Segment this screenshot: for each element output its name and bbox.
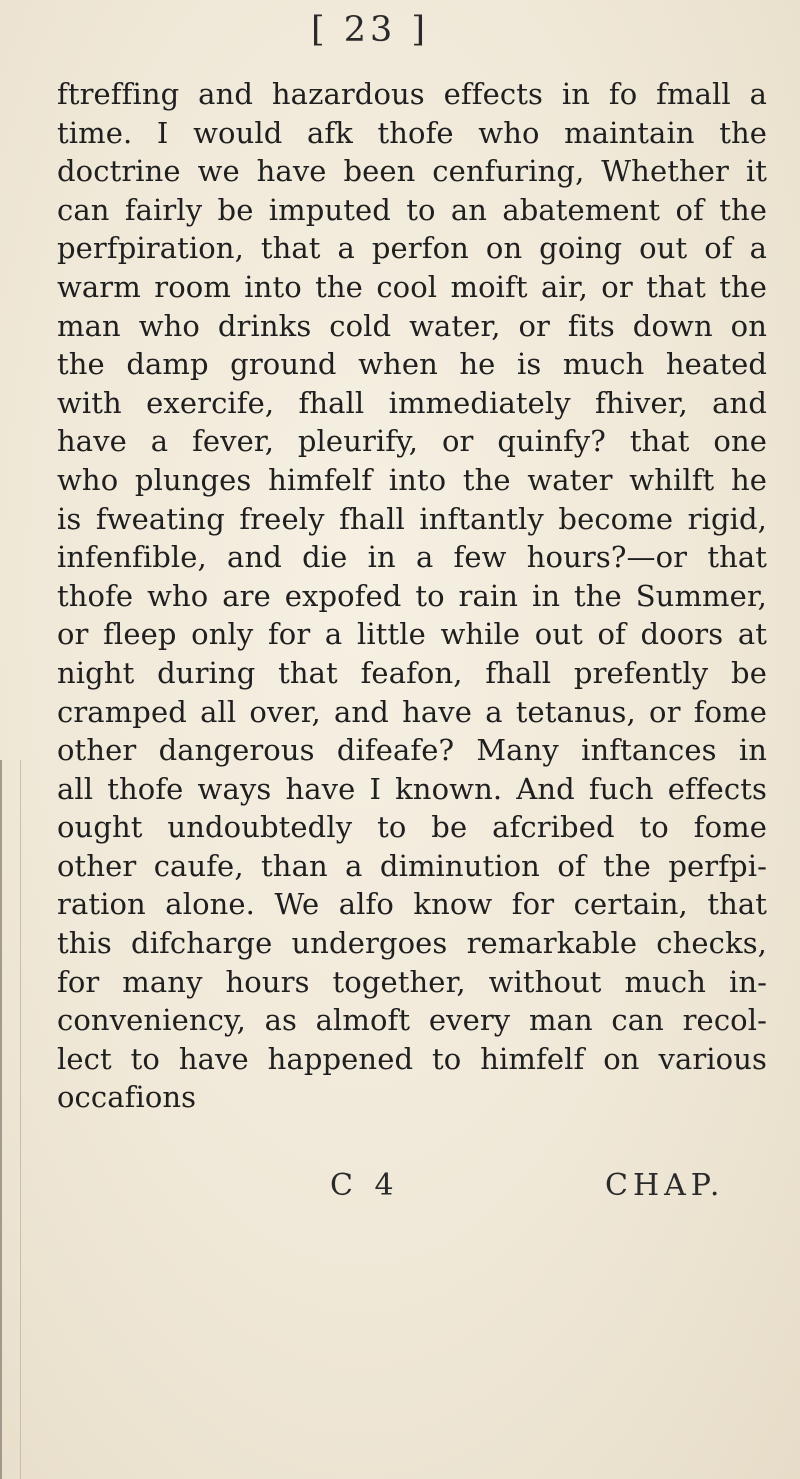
page-number-header xyxy=(0,10,800,50)
text-line: ftreffing and hazardous effects in fo fmall a xyxy=(57,77,767,111)
text-line: warm room into the cool moift air, or that the xyxy=(57,269,767,304)
text-line: occafions xyxy=(57,1080,197,1115)
text-line: can fairly be imputed to an abatement of the xyxy=(57,192,767,227)
catchword: CHAP. xyxy=(605,1168,725,1203)
text-line: other dangerous difeafe? Many inftances in xyxy=(57,733,767,768)
text-line: this difcharge undergoes remarkable checks, xyxy=(57,926,767,961)
text-line: night during that feafon, fhall prefently be xyxy=(57,655,767,690)
page-number: [ 23 ] xyxy=(310,10,430,50)
text-line: for many hours together, without much in- xyxy=(57,964,767,999)
text-line: cramped all over, and have a tetanus, or fome xyxy=(57,694,767,729)
text-line: is fweating freely fhall inftantly become rigid, xyxy=(57,501,767,536)
text-line: lect to have happened to himfelf on various xyxy=(57,1041,767,1076)
page-edge-shadow xyxy=(0,760,21,1479)
text-line: man who drinks cold water, or fits down on xyxy=(57,308,767,343)
text-line: ration alone. We alfo know for certain, that xyxy=(57,887,767,922)
text-line: who plunges himfelf into the water whilft he xyxy=(57,462,767,497)
text-line: with exercife, fhall immediately fhiver, and xyxy=(57,385,767,420)
page-footer xyxy=(0,1168,800,1208)
body-text xyxy=(57,75,767,1117)
text-line: infenfible, and die in a few hours?—or that xyxy=(57,540,767,575)
text-line: the damp ground when he is much heated xyxy=(57,347,767,382)
signature-mark: C 4 xyxy=(330,1168,400,1203)
text-line: thofe who are expofed to rain in the Summer, xyxy=(57,578,767,613)
text-line: all thofe ways have I known. And fuch effects xyxy=(57,771,767,806)
text-line: time. I would afk thofe who maintain the xyxy=(57,115,767,150)
text-line: ought undoubtedly to be afcribed to fome xyxy=(57,810,767,845)
text-line: conveniency, as almoft every man can recol- xyxy=(57,1003,767,1038)
text-line: have a fever, pleurify, or quinfy? that one xyxy=(57,424,767,459)
text-line: or fleep only for a little while out of doors at xyxy=(57,617,767,652)
text-line: other caufe, than a diminution of the perfpi- xyxy=(57,848,767,883)
text-line: doctrine we have been cenfuring, Whether it xyxy=(57,154,767,189)
text-line: perfpiration, that a perfon on going out of a xyxy=(57,231,767,266)
